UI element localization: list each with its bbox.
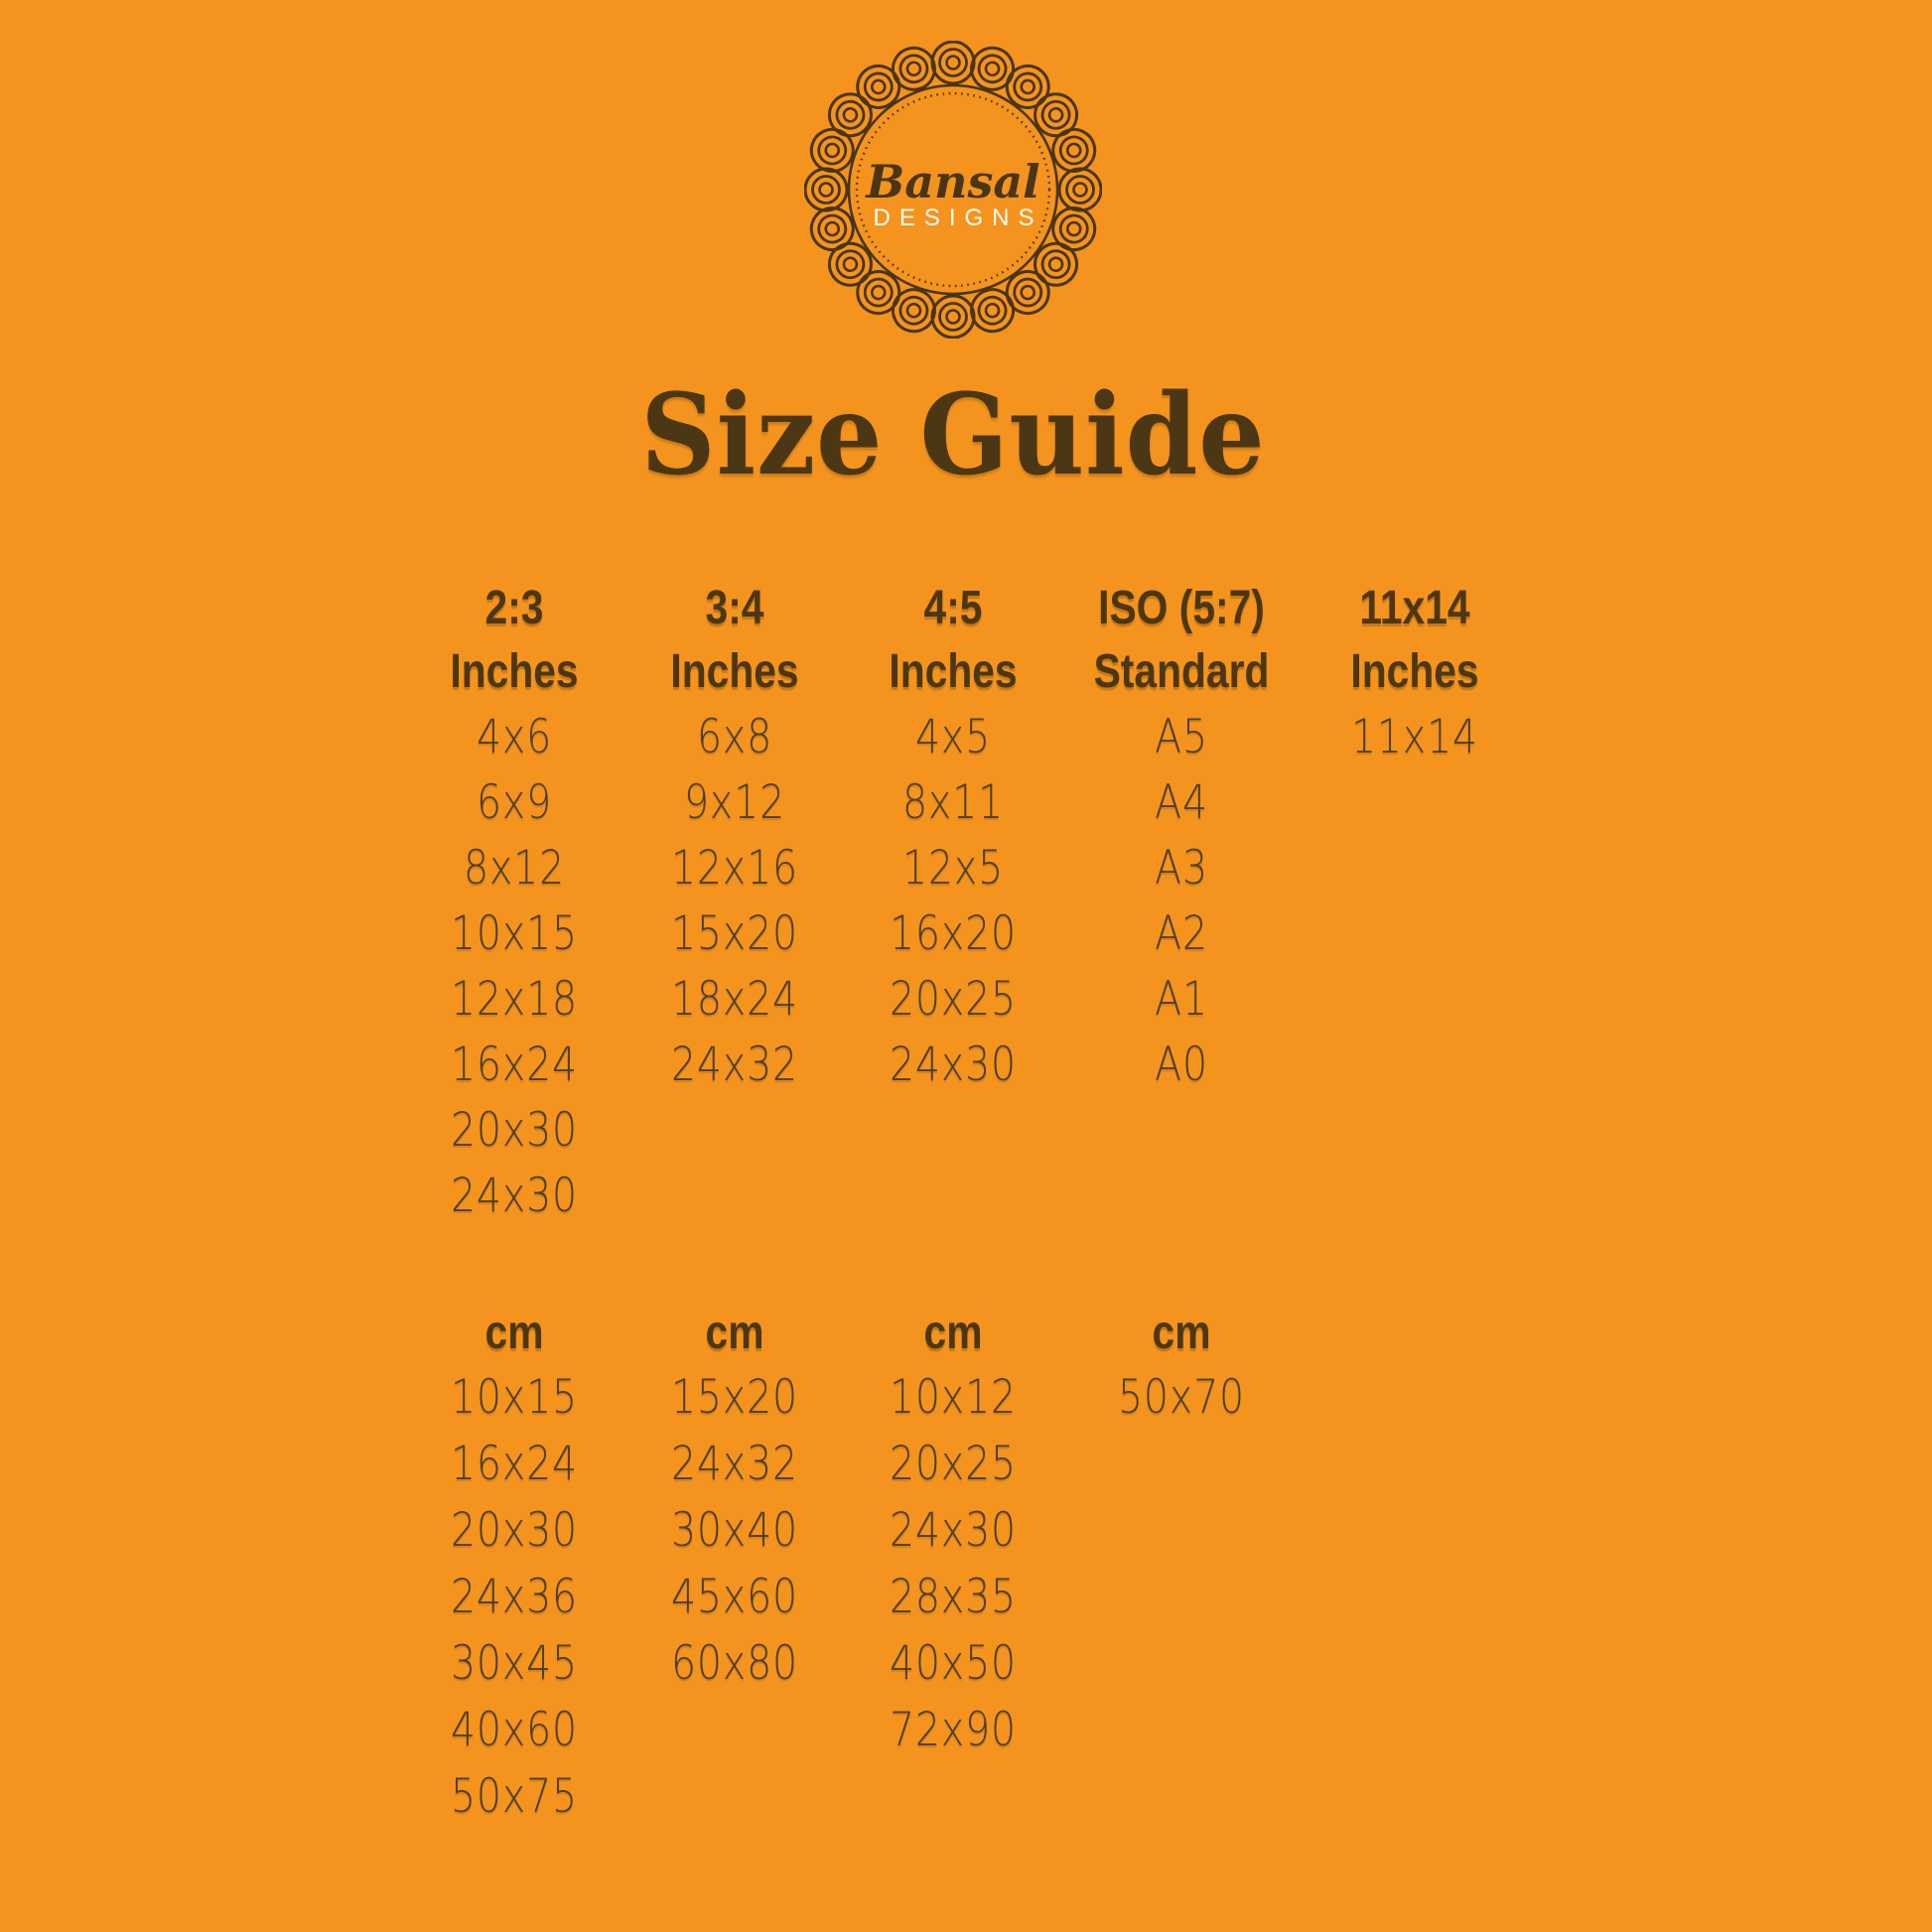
size-value: 50x70 xyxy=(1117,1370,1246,1425)
size-value: 28x35 xyxy=(889,1570,1018,1624)
column-unit-label: cm xyxy=(923,1307,983,1359)
column-ratio-label: 4:5 xyxy=(923,582,983,634)
column-unit-label: Inches xyxy=(889,645,1018,698)
size-value: 18x24 xyxy=(670,972,799,1027)
size-value: 8x12 xyxy=(463,841,566,896)
column-iso-standard xyxy=(1062,578,1301,1098)
size-list xyxy=(834,705,1072,1098)
size-list xyxy=(1296,705,1534,770)
size-value: A2 xyxy=(1155,906,1208,961)
column-unit-label: cm xyxy=(1152,1307,1211,1359)
column-ratio-3-4 xyxy=(616,578,854,1098)
column-ratio-4-5 xyxy=(834,578,1072,1098)
cm-column-2 xyxy=(616,1309,854,1697)
size-value: 24x36 xyxy=(450,1570,579,1624)
size-value: 16x20 xyxy=(889,906,1018,961)
column-unit-label: Standard xyxy=(1093,645,1270,698)
size-value: 16x24 xyxy=(450,1037,579,1092)
size-value: 45x60 xyxy=(670,1570,799,1624)
column-ratio-label: 11x14 xyxy=(1359,582,1470,634)
size-value: 9x12 xyxy=(683,775,786,830)
size-value: 15x20 xyxy=(670,906,799,961)
size-value: 40x60 xyxy=(450,1703,579,1757)
size-list xyxy=(1062,1364,1301,1431)
size-value: 8x11 xyxy=(901,775,1005,830)
size-value: 24x30 xyxy=(889,1503,1018,1558)
size-list xyxy=(1062,705,1301,1098)
size-list xyxy=(616,1364,854,1697)
size-value: 4x6 xyxy=(476,710,553,764)
size-value: 20x25 xyxy=(889,972,1018,1027)
size-value: 12x5 xyxy=(901,841,1005,896)
column-ratio-2-3 xyxy=(395,578,633,1229)
column-unit-label: cm xyxy=(484,1307,544,1359)
size-value: 24x32 xyxy=(670,1437,799,1491)
logo-brand-text: Bansal xyxy=(866,155,1040,208)
size-value: 6x8 xyxy=(696,710,773,764)
size-value: 10x15 xyxy=(450,1370,579,1425)
cm-column-1 xyxy=(395,1309,633,1830)
size-value: 72x90 xyxy=(889,1703,1018,1757)
size-value: A3 xyxy=(1155,841,1208,896)
size-value: A0 xyxy=(1155,1037,1208,1092)
size-value: A4 xyxy=(1155,775,1208,830)
page-title: Size Guide xyxy=(640,370,1266,500)
size-value: A1 xyxy=(1155,972,1208,1027)
size-value: 15x20 xyxy=(670,1370,799,1425)
size-value: 60x80 xyxy=(670,1636,799,1691)
column-ratio-label: ISO (5:7) xyxy=(1098,582,1265,634)
cm-column-4 xyxy=(1062,1309,1301,1431)
size-value: 24x30 xyxy=(450,1169,579,1223)
column-unit-label: Inches xyxy=(450,645,579,698)
column-unit-label: cm xyxy=(705,1307,764,1359)
size-list xyxy=(834,1364,1072,1763)
size-list xyxy=(395,1364,633,1830)
column-ratio-label: 2:3 xyxy=(484,582,544,634)
column-ratio-label: 3:4 xyxy=(705,582,764,634)
size-value: A5 xyxy=(1155,710,1208,764)
size-value: 10x12 xyxy=(889,1370,1018,1425)
size-value: 20x30 xyxy=(450,1503,579,1558)
size-list xyxy=(616,705,854,1098)
size-value: 30x45 xyxy=(450,1636,579,1691)
size-value: 10x15 xyxy=(450,906,579,961)
size-value: 11x14 xyxy=(1350,710,1479,764)
brand-logo xyxy=(804,41,1102,339)
size-value: 12x16 xyxy=(670,841,799,896)
size-value: 12x18 xyxy=(450,972,579,1027)
column-unit-label: Inches xyxy=(1350,645,1479,698)
size-value: 6x9 xyxy=(476,775,553,830)
size-value: 4x5 xyxy=(914,710,992,764)
cm-column-3 xyxy=(834,1309,1072,1763)
column-unit-label: Inches xyxy=(670,645,799,698)
size-value: 30x40 xyxy=(670,1503,799,1558)
size-value: 16x24 xyxy=(450,1437,579,1491)
size-value: 40x50 xyxy=(889,1636,1018,1691)
size-value: 24x32 xyxy=(670,1037,799,1092)
size-value: 20x25 xyxy=(889,1437,1018,1491)
size-value: 24x30 xyxy=(889,1037,1018,1092)
size-value: 20x30 xyxy=(450,1103,579,1158)
size-value: 50x75 xyxy=(450,1769,579,1824)
size-list xyxy=(395,705,633,1229)
column-11x14 xyxy=(1296,578,1534,770)
logo-sub-text: DESIGNS xyxy=(873,205,1043,231)
